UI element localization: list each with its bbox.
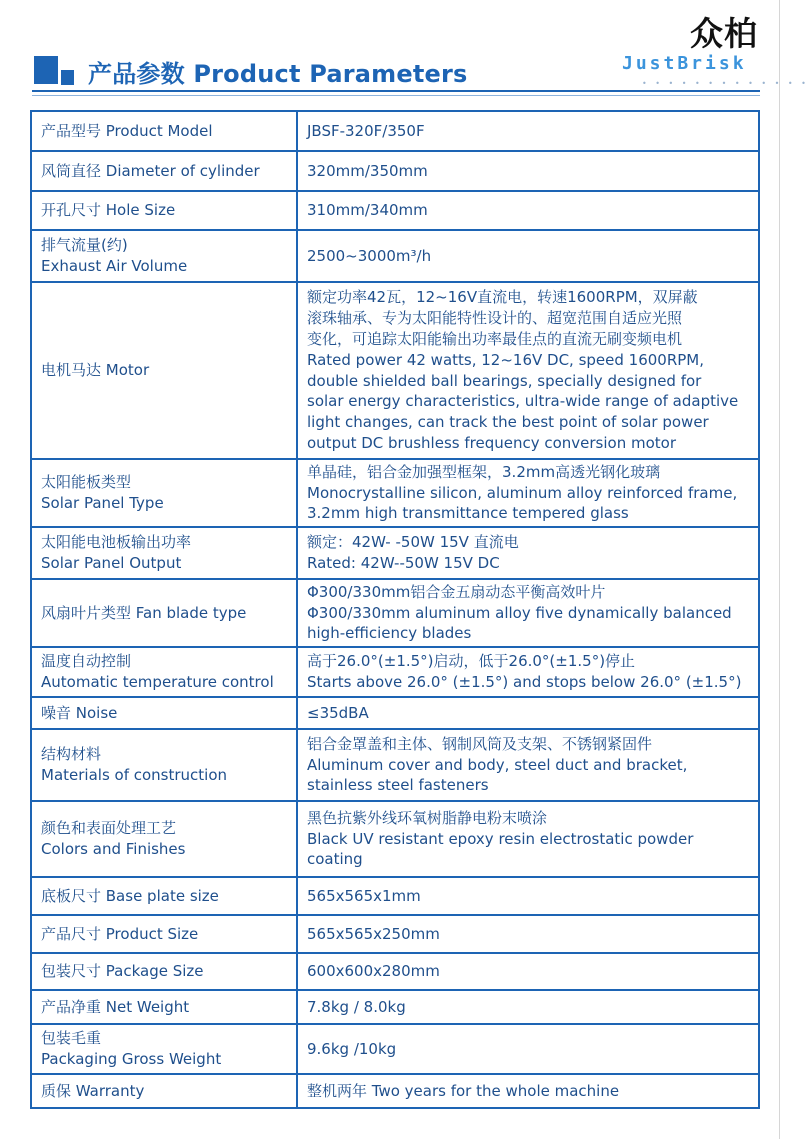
parameter-name <box>31 990 297 1024</box>
parameter-name <box>31 953 297 990</box>
parameter-value-line: 2500~3000m³/h <box>307 246 432 265</box>
parameter-name-line: 噪音 Noise <box>41 703 118 722</box>
parameter-value-line: Aluminum cover and body, steel duct and bracket, <box>307 755 688 774</box>
parameter-value-line: ≤35dBA <box>307 703 369 722</box>
parameter-value <box>297 697 759 729</box>
parameter-name-line: 风筒直径 Diameter of cylinder <box>41 161 260 180</box>
parameter-value-line: solar energy characteristics, ultra-wide range of adaptive <box>307 392 739 411</box>
parameter-value <box>297 729 759 801</box>
parameter-value <box>297 230 759 282</box>
parameter-value-line: JBSF-320F/350F <box>307 121 425 140</box>
parameter-name-line: 太阳能电池板输出功率 <box>41 533 192 552</box>
parameter-value-line: 高于26.0°(±1.5°)启动，低于26.0°(±1.5°)停止 <box>307 652 636 671</box>
parameter-name-line: 颜色和表面处理工艺 <box>41 819 177 838</box>
parameter-value-line: 9.6kg /10kg <box>307 1039 397 1058</box>
parameter-name-line: 产品净重 Net Weight <box>41 997 190 1016</box>
parameter-value <box>297 801 759 877</box>
parameter-row <box>31 990 759 1024</box>
parameter-row <box>31 801 759 877</box>
parameter-value-line: 额定：42W- -50W 15V 直流电 <box>307 533 519 552</box>
parameter-row <box>31 647 759 697</box>
parameter-name-line: 质保 Warranty <box>41 1081 145 1100</box>
parameter-value-line: Rated: 42W--50W 15V DC <box>307 554 500 572</box>
parameter-name-line: Exhaust Air Volume <box>41 257 188 275</box>
parameter-row <box>31 459 759 527</box>
parameter-name-line: 包装尺寸 Package Size <box>41 962 204 981</box>
parameter-value <box>297 459 759 527</box>
parameter-name <box>31 877 297 915</box>
parameter-value <box>297 191 759 230</box>
parameters-table <box>30 110 760 1109</box>
parameter-value-line: light changes, can track the best point of solar power <box>307 413 709 432</box>
parameter-value-line: 变化，可追踪太阳能输出功率最佳点的直流无刷变频电机 <box>307 329 683 348</box>
parameter-row <box>31 697 759 729</box>
parameter-row <box>31 111 759 151</box>
section-logo-icon <box>34 56 74 90</box>
parameter-name-line: 包装毛重 <box>41 1029 102 1048</box>
parameter-name <box>31 729 297 801</box>
parameter-row <box>31 282 759 459</box>
parameter-name-line: 太阳能板类型 <box>41 473 132 492</box>
parameter-name <box>31 230 297 282</box>
parameter-value-line: Starts above 26.0° (±1.5°) and stops below 26.0° (±1.5°) <box>307 673 742 691</box>
parameter-value-line: 铝合金罩盖和主体、钢制风筒及支架、不锈钢紧固件 <box>307 734 653 753</box>
page-edge-rule <box>779 0 780 1139</box>
parameter-row <box>31 230 759 282</box>
parameter-value-line: Rated power 42 watts, 12~16V DC, speed 1600RPM, <box>307 350 705 369</box>
parameter-row <box>31 953 759 990</box>
parameter-row <box>31 877 759 915</box>
parameter-name-line: 温度自动控制 <box>41 652 132 671</box>
parameter-name <box>31 1024 297 1074</box>
parameter-name <box>31 151 297 191</box>
parameter-row <box>31 579 759 647</box>
parameter-row <box>31 1024 759 1074</box>
parameter-value <box>297 151 759 191</box>
parameter-name-line: Materials of construction <box>41 766 228 784</box>
parameter-name-line: Solar Panel Type <box>41 494 164 512</box>
parameter-value <box>297 990 759 1024</box>
parameter-name <box>31 1074 297 1108</box>
parameter-value-line: coating <box>307 850 363 869</box>
parameter-name <box>31 801 297 877</box>
parameter-value <box>297 579 759 647</box>
parameter-name <box>31 527 297 579</box>
parameter-name <box>31 915 297 953</box>
parameter-name-line: Packaging Gross Weight <box>41 1050 222 1068</box>
parameter-value <box>297 647 759 697</box>
parameter-row <box>31 729 759 801</box>
header-divider-thin <box>32 95 760 96</box>
page-title: 产品参数 Product Parameters <box>88 60 468 88</box>
parameter-name-line: 电机马达 Motor <box>41 361 150 380</box>
header-divider <box>32 90 760 92</box>
parameter-name-line: 产品型号 Product Model <box>41 121 213 140</box>
parameter-name-line: 开孔尺寸 Hole Size <box>41 201 176 220</box>
parameter-value-line: Φ300/330mm aluminum alloy five dynamically balanced <box>307 603 732 622</box>
parameter-row <box>31 191 759 230</box>
parameter-value-line: 7.8kg / 8.0kg <box>307 997 406 1016</box>
parameter-value-line: stainless steel fasteners <box>307 776 489 795</box>
parameter-value-line: 565x565x1mm <box>307 886 421 905</box>
parameter-value-line: double shielded ball bearings, specially designed for <box>307 371 702 390</box>
parameter-name-line: Automatic temperature control <box>41 673 274 691</box>
parameter-value-line: 3.2mm high transmittance tempered glass <box>307 504 629 523</box>
parameter-value-line: 整机两年 Two years for the whole machine <box>307 1081 620 1100</box>
parameter-row <box>31 151 759 191</box>
parameter-name <box>31 459 297 527</box>
parameter-value <box>297 877 759 915</box>
parameter-value-line: 565x565x250mm <box>307 924 440 943</box>
parameter-name-line: Colors and Finishes <box>41 840 186 858</box>
parameter-value-line: 滚珠轴承、专为太阳能特性设计的、超宽范围自适应光照 <box>307 309 683 328</box>
parameter-value-line: Monocrystalline silicon, aluminum alloy reinforced frame, <box>307 483 738 502</box>
parameter-value-line: Φ300/330mm铝合金五扇动态平衡高效叶片 <box>307 582 606 601</box>
parameter-name-line: 结构材料 <box>41 745 102 764</box>
parameter-value-line: 黑色抗紫外线环氧树脂静电粉末喷涂 <box>307 808 548 827</box>
brand-dots: • • • • • • • • • • • • • <box>642 79 809 88</box>
parameter-row <box>31 915 759 953</box>
parameter-value-line: 310mm/340mm <box>307 201 428 220</box>
parameter-name <box>31 697 297 729</box>
parameter-value-line: 单晶硅，铝合金加强型框架，3.2mm高透光钢化玻璃 <box>307 462 661 481</box>
parameter-value-line: output DC brushless frequency conversion motor <box>307 433 677 452</box>
parameter-name-line: Solar Panel Output <box>41 554 182 572</box>
parameter-name-line: 产品尺寸 Product Size <box>41 924 199 943</box>
parameter-name-line: 排气流量(约) <box>41 236 128 255</box>
parameter-value <box>297 1024 759 1074</box>
parameter-name <box>31 191 297 230</box>
parameter-value <box>297 953 759 990</box>
parameter-name-line: 底板尺寸 Base plate size <box>41 886 219 905</box>
parameter-row <box>31 1074 759 1108</box>
parameter-value-line: 600x600x280mm <box>307 962 440 981</box>
parameter-value-line: 额定功率42瓦，12~16V直流电，转速1600RPM，双屏蔽 <box>307 288 698 307</box>
brand-name-chinese: 众柏 <box>690 14 758 53</box>
parameter-name-line: 风扇叶片类型 Fan blade type <box>41 603 247 622</box>
parameter-name <box>31 647 297 697</box>
parameter-value-line: Black UV resistant epoxy resin electrostatic powder <box>307 829 694 848</box>
parameter-value <box>297 527 759 579</box>
parameter-name <box>31 111 297 151</box>
parameter-value <box>297 915 759 953</box>
parameter-value <box>297 282 759 459</box>
parameter-name <box>31 579 297 647</box>
parameter-row <box>31 527 759 579</box>
parameter-value <box>297 111 759 151</box>
parameter-value-line: 320mm/350mm <box>307 161 428 180</box>
brand-name-english: JustBrisk <box>622 53 747 74</box>
parameter-name <box>31 282 297 459</box>
parameter-value <box>297 1074 759 1108</box>
parameter-value-line: high-efficiency blades <box>307 624 472 643</box>
